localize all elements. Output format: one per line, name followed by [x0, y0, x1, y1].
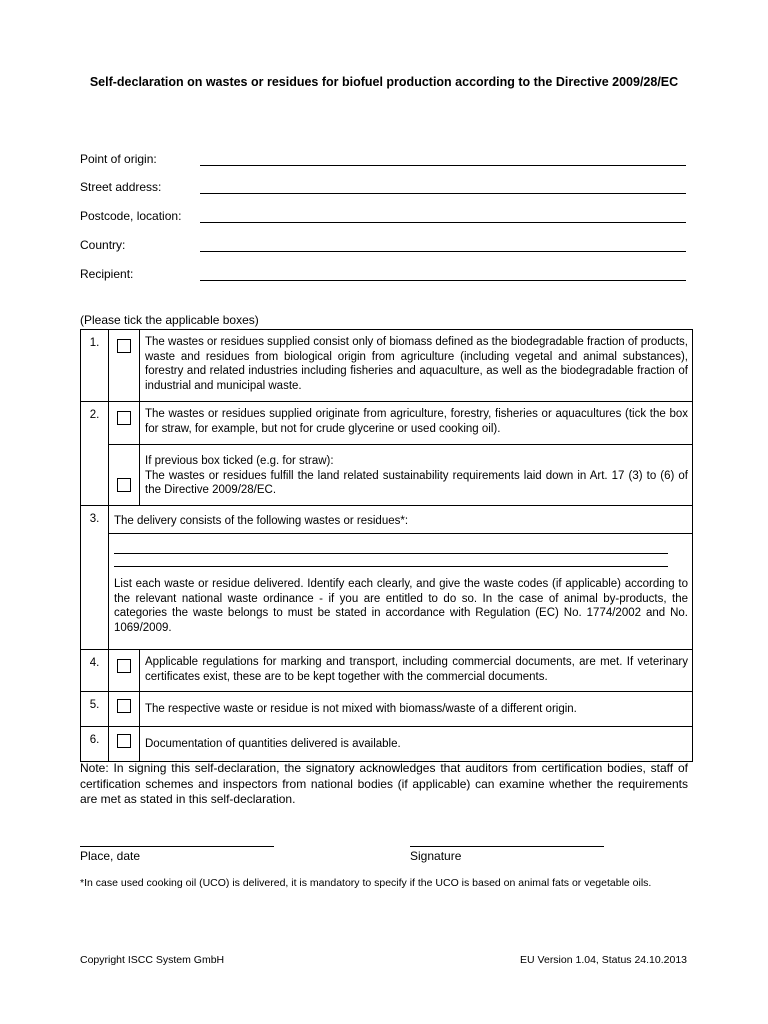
field-input-street-address[interactable] — [200, 193, 686, 194]
item-row-2-sub — [81, 445, 693, 506]
footer-version: EU Version 1.04, Status 24.10.2013 — [520, 954, 687, 966]
declaration-table — [80, 329, 693, 762]
checkbox-item-2[interactable] — [117, 411, 131, 425]
item-checkbox-cell — [109, 402, 140, 445]
item-text: The respective waste or residue is not mixed with biomass/waste of a different origin. — [140, 692, 693, 727]
field-label-postcode-location: Postcode, location: — [80, 209, 182, 223]
item-number: 4. — [81, 650, 109, 692]
item-text: The delivery consists of the following wastes or residues*: — [109, 506, 693, 534]
item-checkbox-cell — [109, 445, 140, 506]
field-label-recipient: Recipient: — [80, 267, 134, 281]
checkbox-item-1[interactable] — [117, 339, 131, 353]
item-checkbox-cell — [109, 330, 140, 402]
field-label-point-of-origin: Point of origin: — [80, 152, 157, 166]
field-input-country[interactable] — [200, 251, 686, 252]
item-text — [140, 445, 693, 506]
item-row-5 — [81, 692, 693, 727]
signature-input-line[interactable] — [410, 846, 604, 847]
item-row-4 — [81, 650, 693, 692]
item-text: Documentation of quantities delivered is available. — [140, 727, 693, 762]
waste-list-instructions: List each waste or residue delivered. Identify each clearly, and give the waste codes (if applicable) according to the relevant national waste ordinance - if you are entitled to do so. In the case of animal by-products, the categories the waste belongs to must be stated in accordance with Regulation (EC) No. 1774/2002 and No. 1069/2009. — [114, 578, 688, 634]
signature-label: Signature — [410, 849, 462, 863]
document-title: Self-declaration on wastes or residues for biofuel production according to the Directive 2009/28/EC — [89, 75, 679, 89]
checkbox-item-6[interactable] — [117, 734, 131, 748]
footer-copyright: Copyright ISCC System GmbH — [80, 954, 225, 966]
item-row-1 — [81, 330, 693, 402]
item-number: 2. — [81, 402, 109, 506]
field-input-recipient[interactable] — [200, 280, 686, 281]
item-row-2 — [81, 402, 693, 445]
signing-note: Note: In signing this self-declaration, the signatory acknowledges that auditors from certification bodies, staff of certification schemes and inspectors from national bodies (if applicable) can examine whether the requirements are met as stated in this self-declaration. — [80, 761, 688, 806]
field-label-country: Country: — [80, 238, 126, 252]
checkbox-item-5[interactable] — [117, 699, 131, 713]
item-checkbox-cell — [109, 650, 140, 692]
item-number: 5. — [81, 692, 109, 727]
item-text: Applicable regulations for marking and transport, including commercial documents, are met. If veterinary certificates exist, these are to be kept together with the commercial documents. — [140, 650, 693, 692]
waste-entry-line[interactable] — [114, 553, 668, 554]
item-checkbox-cell — [109, 727, 140, 762]
item-row-6 — [81, 727, 693, 762]
item-number: 3. — [81, 506, 109, 650]
waste-entry-line[interactable] — [114, 566, 668, 567]
item-text: The wastes or residues supplied consist only of biomass defined as the biodegradable fraction of products, waste and residues from biological origin from agriculture (including vegetal and animal substances), forestry and related industries including fisheries and aquaculture, as well as the biodegradable fraction of industrial and municipal waste. — [140, 330, 693, 402]
item-checkbox-cell — [109, 692, 140, 727]
field-input-point-of-origin[interactable] — [200, 165, 686, 166]
checkbox-item-4[interactable] — [117, 659, 131, 673]
waste-list-cell — [109, 534, 693, 650]
item-text: The wastes or residues supplied originate from agriculture, forestry, fisheries or aquacultures (tick the box for straw, for example, but not for crude glycerine or used cooking oil). — [140, 402, 693, 445]
checkbox-item-2-land-requirements[interactable] — [117, 478, 131, 492]
field-label-street-address: Street address: — [80, 180, 162, 194]
item-subtext-condition: If previous box ticked (e.g. for straw): — [145, 455, 334, 467]
item-number: 6. — [81, 727, 109, 762]
uco-footnote: *In case used cooking oil (UCO) is delivered, it is mandatory to specify if the UCO is based on animal fats or vegetable oils. — [80, 877, 652, 889]
tick-instruction: (Please tick the applicable boxes) — [80, 313, 259, 327]
field-input-postcode-location[interactable] — [200, 222, 686, 223]
item-number: 1. — [81, 330, 109, 402]
item-subtext-requirement: The wastes or residues fulfill the land related sustainability requirements laid down in Art. 17 (3) to (6) of the Directive 2009/28/EC. — [145, 469, 688, 496]
item-row-3-details — [81, 534, 693, 650]
place-date-label: Place, date — [80, 849, 141, 863]
place-date-input-line[interactable] — [80, 846, 274, 847]
item-row-3 — [81, 506, 693, 534]
